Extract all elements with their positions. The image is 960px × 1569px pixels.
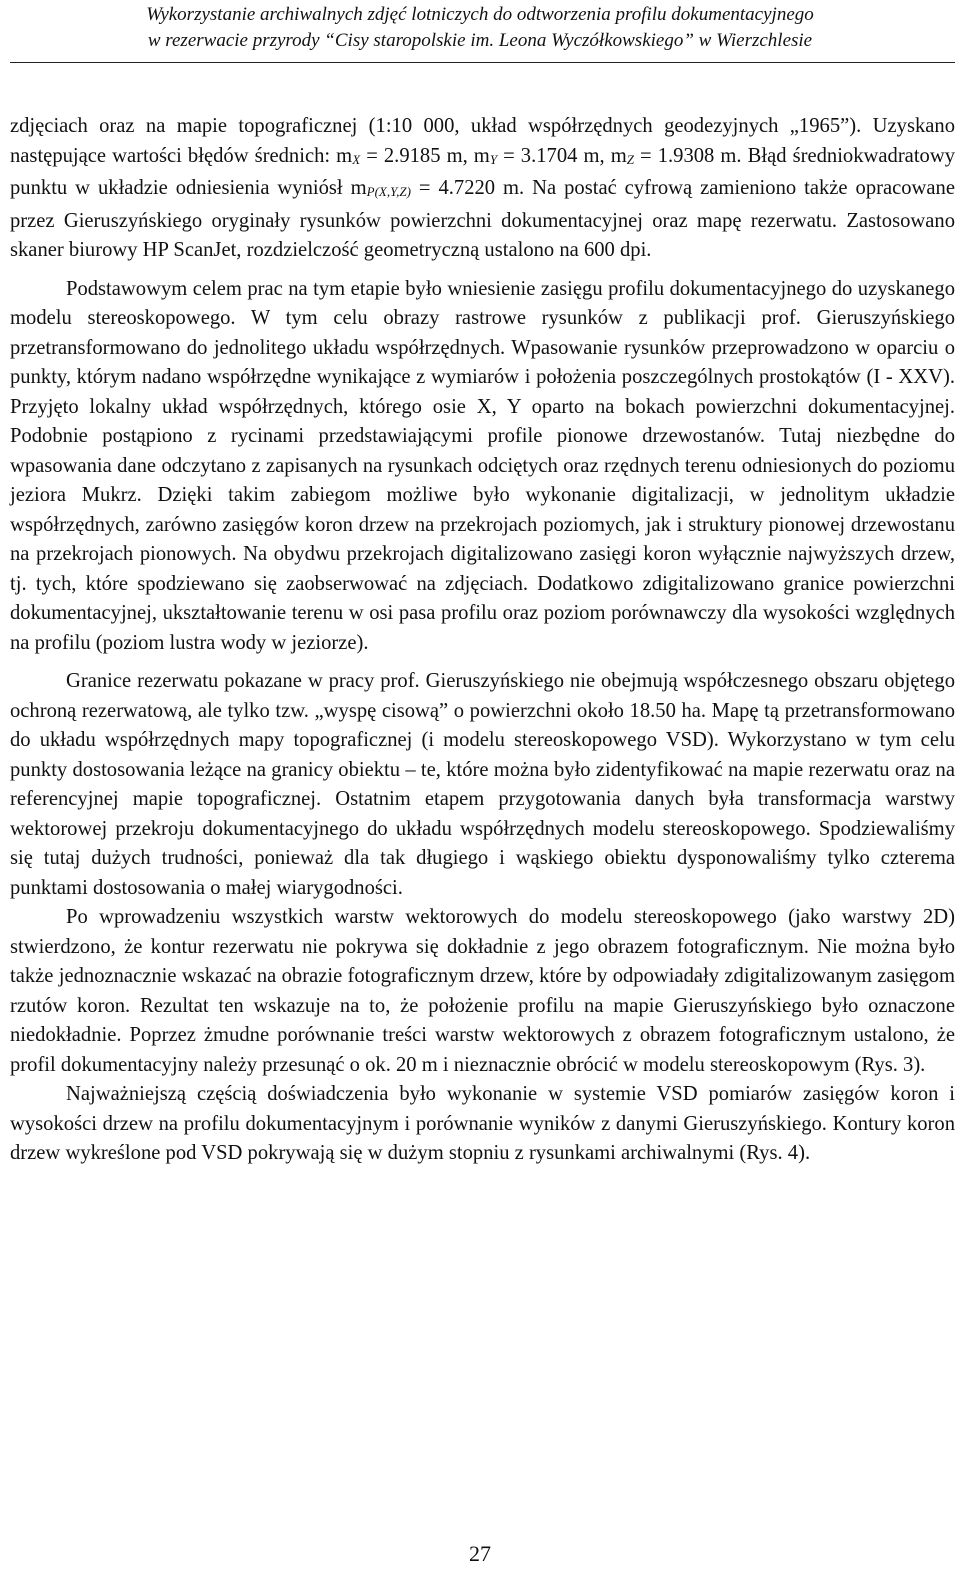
p1-text-e: = 4.7220 m. Na postać cyfrową zamieniono także opracowane przez Gieruszyńskiego oryginały rysunków powierzchni dokumentacyjnej oraz mapę rezerwatu. Zastosowano skaner biurowy HP ScanJet, rozdzielczość geometryczną ustalono na 600 dpi. xyxy=(10,177,955,261)
p1-text-c: = 3.1704 m, m xyxy=(497,144,627,167)
page-number: 27 xyxy=(469,1541,491,1566)
p1-text-d: = 1.9308 m. Błąd średniokwadratowy punktu w układzie odniesienia wyniósł m xyxy=(10,144,956,199)
p1-subscript-z: Z xyxy=(626,151,634,167)
header-line-1: Wykorzystanie archiwalnych zdjęć lotniczych do odtworzenia profilu dokumentacyjnego xyxy=(146,4,814,25)
header-line-2: w rezerwacie przyrody “Cisy staropolskie im. Leona Wyczółkowskiego” w Wierzchlesie xyxy=(147,30,813,51)
paragraph-4: Po wprowadzeniu wszystkich warstw wektorowych do modelu stereoskopowego (jako warstwy 2D) stwierdzono, że kontur rezerwatu nie pokrywa się dokładnie z jego obrazem fotograficznym. Nie można było także jednoznacznie wskazać na obrazie fotograficznym drzew, które by odpowiadały zdigitalizowanym zasięgom rzutów koron. Rezultat ten wskazuje na to, że położenie profilu na mapie Gieruszyńskiego było oznaczone niedokładnie. Poprzez żmudne porównanie treści warstw wektorowych z obrazem fotograficznym ustalono, że profil dokumentacyjny należy przesunąć o ok. 20 m i nieznacznie obrócić w modelu stereoskopowym (Rys. 3). xyxy=(10,906,955,1076)
body-text xyxy=(10,112,955,1169)
header-divider xyxy=(10,62,955,63)
paragraph-3: Granice rezerwatu pokazane w pracy prof. Gieruszyńskiego nie obejmują współczesnego obszaru objętego ochroną rezerwatową, ale tylko tzw. „wyspę cisową” o powierzchni około 18.50 ha. Mapę tą przetransformowano do układu współrzędnych mapy topograficznej (i modelu stereoskopowego VSD). Wykorzystano w tym celu punkty dostosowania leżące na granicy obiektu – te, które można było zidentyfikować na mapie rezerwatu oraz na referencyjnej mapie topograficznej. Ostatnim etapem przygotowania danych była transformacja warstwy wektorowej przekroju dokumentacyjnego do układu współrzędnych modelu stereoskopowego. Spodziewaliśmy się tutaj dużych trudności, ponieważ dla tak długiego i wąskiego obiektu dysponowaliśmy tylko czterema punktami dostosowania o małej wiarygodności. xyxy=(10,670,955,899)
p1-subscript-x: X xyxy=(352,151,361,167)
running-header xyxy=(0,2,960,54)
paragraph-5: Najważniejszą częścią doświadczenia było wykonanie w systemie VSD pomiarów zasięgów koron i wysokości drzew na profilu dokumentacyjnym i porównanie wyników z danymi Gieruszyńskiego. Kontury koron drzew wykreślone pod VSD pokrywają się w dużym stopniu z rysunkami archiwalnymi (Rys. 4). xyxy=(10,1083,955,1164)
p1-subscript-p: P(X,Y,Z) xyxy=(366,184,411,199)
paragraph-1 xyxy=(10,112,955,266)
paragraph-2: Podstawowym celem prac na tym etapie było wniesienie zasięgu profilu dokumentacyjnego do uzyskanego modelu stereoskopowego. W tym celu obrazy rastrowe rysunków z publikacji prof. Gieruszyńskiego przetransformowano do jednolitego układu współrzędnych. Wpasowanie rysunków przeprowadzono w oparciu o punkty, którym nadano współrzędne wynikające z wymiarów i położenia poszczególnych prostokątów (I - XXV). Przyjęto lokalny układ współrzędnych, którego osie X, Y oparto na bokach powierzchni dokumentacyjnej. Podobnie postąpiono z rycinami przedstawiającymi profile pionowe drzewostanów. Tutaj niezbędne do wpasowania dane odczytano z zapisanych na rysunkach odciętych oraz rzędnych terenu odniesionych do poziomu jeziora Mukrz. Dzięki takim zabiegom możliwe było wykonanie digitalizacji, w jednolitym układzie współrzędnych, zarówno zasięgów koron drzew na przekrojach poziomych, jak i struktury pionowej drzewostanu na przekrojach pionowych. Na obydwu przekrojach digitalizowano zasięgi koron wyłącznie najwyższych drzew, tj. tych, które spodziewano się zaobserwować na zdjęciach. Dodatkowo zdigitalizowano granice powierzchni dokumentacyjnej, ukształtowanie terenu w osi pasa profilu oraz poziom porównawczy dla wysokości względnych na profilu (poziom lustra wody w jeziorze). xyxy=(10,277,955,654)
p1-subscript-y: Y xyxy=(489,151,498,167)
p1-text-a: zdjęciach oraz na mapie topograficznej (1:10 000, układ współrzędnych geodezyjnych „1965”). Uzyskano następujące wartości błędów średnich: m xyxy=(10,115,955,167)
p1-text-b: = 2.9185 m, m xyxy=(360,144,490,167)
